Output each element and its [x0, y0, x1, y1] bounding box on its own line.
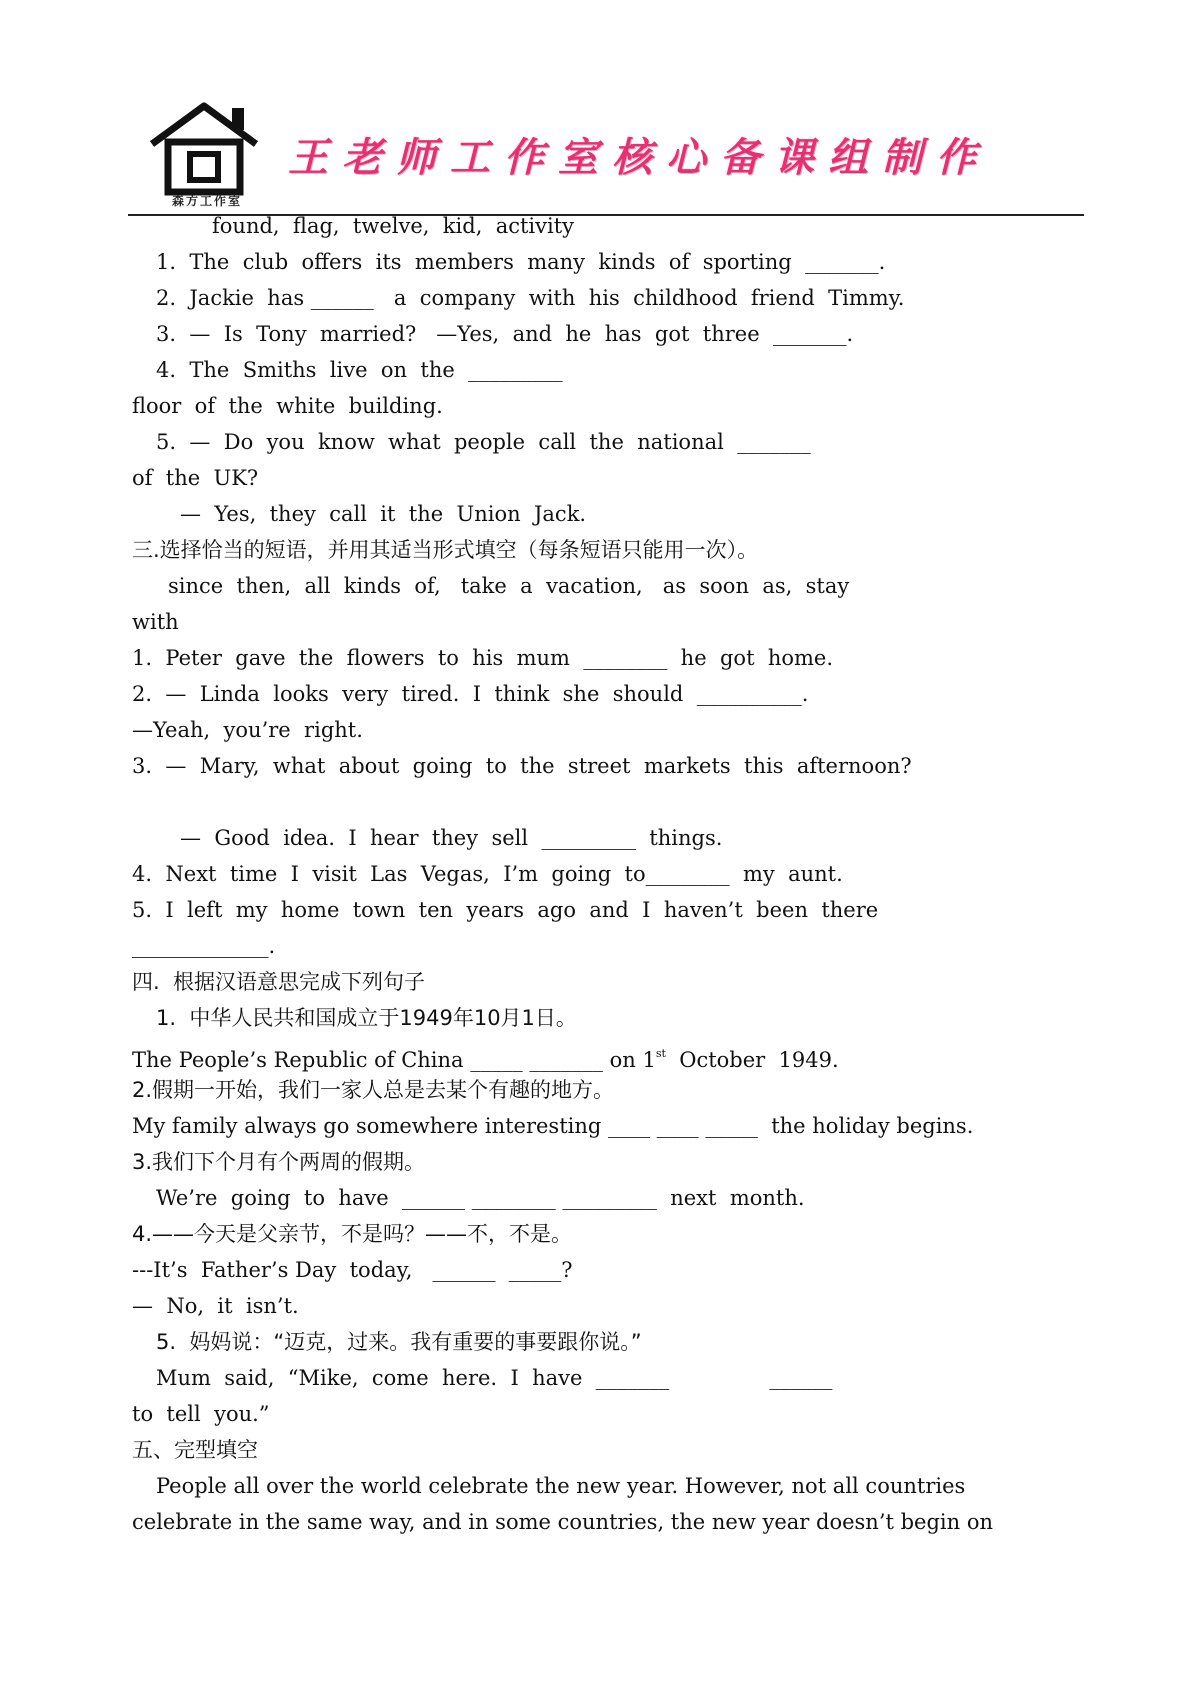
house-logo-icon [146, 100, 262, 196]
text-line: — No, it isn’t. [132, 1294, 299, 1318]
text-line: My family always go somewhere interesting ____ ____ _____ the holiday begins. [132, 1114, 974, 1138]
text-line: 3. — Mary, what about going to the street markets this afternoon? [132, 754, 912, 778]
text-line: The People’s Republic of China _____ _______ on 1st October 1949. [132, 1047, 839, 1072]
text-line: 三.选择恰当的短语，并用其适当形式填空（每条短语只能用一次）。 [132, 538, 759, 562]
text-line: floor of the white building. [132, 394, 443, 418]
text-line: 4.——今天是父亲节，不是吗？——不，不是。 [132, 1222, 573, 1246]
text-line: — Good idea. I hear they sell _________ things. [180, 826, 723, 850]
text-line: 2. Jackie has ______ a company with his childhood friend Timmy. [156, 286, 905, 310]
text-line: to tell you.” [132, 1402, 270, 1426]
text-line: 5. I left my home town ten years ago and I haven’t been there [132, 898, 879, 922]
text-line: 1. Peter gave the flowers to his mum ________ he got home. [132, 646, 834, 670]
text-line: 1. 中华人民共和国成立于1949年10月1日。 [156, 1006, 577, 1030]
text-line: — Yes, they call it the Union Jack. [180, 502, 587, 526]
text-line: 2. — Linda looks very tired. I think she should __________. [132, 682, 809, 706]
text-line: 4. Next time I visit Las Vegas, I’m going to________ my aunt. [132, 862, 843, 886]
text-line: celebrate in the same way, and in some countries, the new year doesn’t begin on [132, 1510, 994, 1534]
text-line: _____________. [132, 934, 276, 958]
ordinal-superscript: st [655, 1047, 666, 1060]
text-line: of the UK? [132, 466, 259, 490]
text-line: 4. The Smiths live on the _________ [156, 358, 563, 382]
text-line: with [132, 610, 179, 634]
text-line: We’re going to have ______ ________ _________ next month. [156, 1186, 805, 1210]
text-line: 1. The club offers its members many kinds of sporting _______. [156, 250, 886, 274]
text-line: People all over the world celebrate the new year. However, not all countries [156, 1474, 966, 1498]
text-line: 五、完型填空 [132, 1438, 258, 1462]
text-line: 四. 根据汉语意思完成下列句子 [132, 970, 426, 994]
text-line: 2.假期一开始，我们一家人总是去某个有趣的地方。 [132, 1078, 615, 1102]
text-line: since then, all kinds of, take a vacation, as soon as, stay [168, 574, 850, 598]
text-line: ---It’s Father’s Day today, ______ _____? [132, 1258, 573, 1282]
document-header [128, 96, 1084, 216]
text-line: Mum said, “Mike, come here. I have _______ ______ [156, 1366, 833, 1390]
logo-caption: 森方工作室 [171, 194, 242, 208]
text-line: 3. — Is Tony married? —Yes, and he has got three _______. [156, 322, 854, 346]
header-banner: 王老师工作室核心备课组制作 [288, 135, 990, 181]
text-line: —Yeah, you’re right. [132, 718, 363, 742]
text-line: 5. 妈妈说：“迈克，过来。我有重要的事要跟你说。” [156, 1330, 642, 1354]
text-line: 3.我们下个月有个两周的假期。 [132, 1150, 426, 1174]
text-line: found, flag, twelve, kid, activity [212, 214, 575, 238]
text-line: 5. — Do you know what people call the national _______ [156, 430, 811, 454]
date-remainder: October 1949. [665, 1048, 839, 1072]
